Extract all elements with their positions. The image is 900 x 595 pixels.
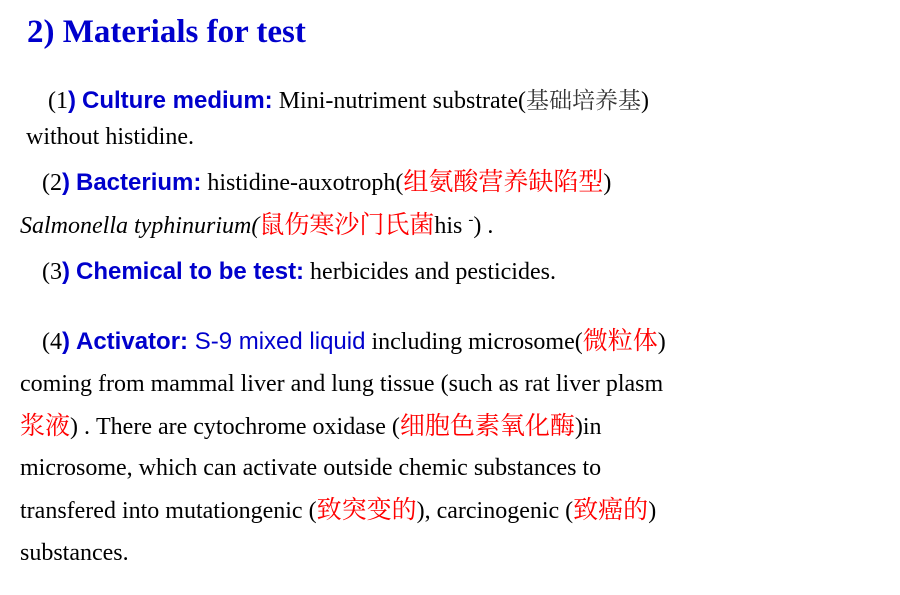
item-4-line-4: microsome, which can activate outside chemic substances to xyxy=(20,455,602,481)
item-3-text: herbicides and pesticides. xyxy=(304,259,556,285)
item-2-close: ) xyxy=(603,170,612,196)
item-2-number: (2 xyxy=(42,170,62,196)
item-4-text-1: including microsome( xyxy=(365,329,583,355)
item-4-line-6: substances. xyxy=(20,540,129,566)
item-4-chinese-1: 微粒体 xyxy=(582,326,658,355)
item-2-chinese: 组氨酸营养缺陷型 xyxy=(403,167,604,196)
slide-title: 2) Materials for test xyxy=(27,14,306,50)
item-4-line-2: coming from mammal liver and lung tissue (such as rat liver plasm xyxy=(20,371,664,397)
item-4-line-3-middle: ) . There are cytochrome oxidase ( xyxy=(70,414,400,440)
item-4-line-5 xyxy=(20,495,656,526)
item-1-line-1 xyxy=(48,86,649,116)
item-2-his-superscript: - xyxy=(468,212,474,228)
item-1-chinese: 基础培养基 xyxy=(525,88,641,114)
item-1-close: ) xyxy=(640,88,649,114)
item-4-number-paren: ) xyxy=(62,328,70,355)
item-4-chinese-2: 浆液 xyxy=(20,411,71,440)
item-2-label: Bacterium: xyxy=(76,169,202,196)
item-4-line-5-b: ), carcinogenic ( xyxy=(416,498,574,524)
item-4-line-5-a: transfered into mutationgenic ( xyxy=(20,498,317,524)
item-2-end: ) . xyxy=(473,213,494,239)
item-3-number: (3 xyxy=(42,259,62,285)
item-4-line-3-end: )in xyxy=(574,414,602,440)
item-4-chinese-3: 细胞色素氧化酶 xyxy=(399,411,575,440)
item-4-chinese-4: 致突变的 xyxy=(316,495,417,524)
item-1-text: Mini-nutriment substrate( xyxy=(272,88,526,114)
item-3-number-paren: ) xyxy=(62,258,70,285)
item-4-label: Activator: xyxy=(76,328,189,355)
item-2-line-2 xyxy=(20,205,493,241)
item-4-line-5-c: ) xyxy=(648,498,657,524)
item-1-number: (1 xyxy=(48,88,68,114)
item-2-his: his xyxy=(434,213,469,239)
item-2-species: Salmonella typhinurium( xyxy=(20,213,260,239)
item-1-label: Culture medium: xyxy=(82,87,273,114)
item-4-line-1 xyxy=(42,326,666,357)
item-1-line-2: without histidine. xyxy=(26,124,194,150)
item-4-s9: S-9 mixed liquid xyxy=(188,328,366,355)
item-1-number-paren: ) xyxy=(68,87,76,114)
item-3-line-1 xyxy=(42,257,556,287)
item-4-chinese-5: 致癌的 xyxy=(573,495,649,524)
item-3-label: Chemical to be test: xyxy=(76,258,305,285)
item-2-text: histidine-auxotroph( xyxy=(201,170,404,196)
item-2-number-paren: ) xyxy=(62,169,70,196)
item-4-number: (4 xyxy=(42,329,62,355)
item-2-species-chinese: 鼠伤寒沙门氏菌 xyxy=(259,210,435,239)
item-4-line-3 xyxy=(20,411,602,442)
item-4-close-1: ) xyxy=(657,329,666,355)
item-2-line-1 xyxy=(42,167,611,198)
